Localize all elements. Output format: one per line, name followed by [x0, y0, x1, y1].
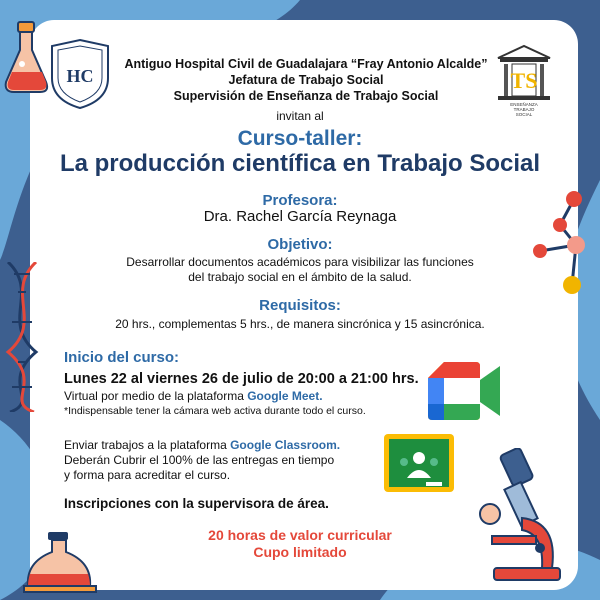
trabajos-block	[64, 438, 340, 483]
hospital-seal-logo	[48, 38, 112, 110]
inicio-dates: Lunes 22 al viernes 26 de julio de 20:00 a 21:00 hrs.	[64, 371, 419, 387]
flask-icon	[2, 20, 52, 100]
objetivo-line-2: del trabajo social en el ámbito de la salud.	[188, 270, 412, 284]
requisitos-text: 20 hrs., complementas 5 hrs., de manera sincrónica y 15 asincrónica.	[115, 317, 485, 331]
requisitos-label: Requisitos:	[259, 297, 341, 314]
camera-note: *Indispensable tener la cámara web activa durante todo el curso.	[64, 405, 366, 417]
svg-text:ENSEÑANZA: ENSEÑANZA	[510, 102, 538, 107]
trabajos-line-2: Deberán Cubrir el 100% de las entregas en tiempo	[64, 453, 335, 467]
google-meet-link[interactable]: Google Meet.	[247, 389, 323, 403]
limited-capacity: Cupo limitado	[253, 544, 347, 560]
profesora-label: Profesora:	[262, 192, 338, 209]
header-line-3: Supervisión de Enseñanza de Trabajo Social	[173, 89, 439, 103]
dna-icon	[0, 262, 44, 412]
inscripciones-text: Inscripciones con la supervisora de área.	[64, 496, 329, 511]
course-title: La producción científica en Trabajo Social	[59, 150, 541, 177]
virtual-prefix: Virtual por medio de la plataforma	[64, 389, 248, 403]
microscope-icon	[472, 448, 568, 588]
svg-text:TRABAJO: TRABAJO	[513, 107, 535, 112]
invite-text: invitan al	[276, 109, 324, 123]
curricular-hours: 20 horas de valor curricular	[208, 527, 392, 543]
google-classroom-link[interactable]: Google Classroom.	[230, 438, 341, 452]
inicio-label: Inicio del curso:	[64, 349, 180, 366]
header-line-2: Jefatura de Trabajo Social	[228, 73, 384, 87]
svg-text:TS: TS	[510, 68, 538, 93]
objetivo-label: Objetivo:	[267, 236, 333, 253]
objetivo-line-1: Desarrollar documentos académicos para visibilizar las funciones	[126, 255, 474, 269]
trabajos-line-3: y forma para acreditar el curso.	[64, 468, 231, 482]
google-classroom-icon	[384, 434, 454, 494]
google-meet-icon	[426, 360, 502, 422]
beaker-icon	[20, 530, 100, 600]
header-line-1: Antiguo Hospital Civil de Guadalajara “Fray Antonio Alcalde”	[124, 57, 488, 71]
svg-text:SOCIAL: SOCIAL	[515, 112, 533, 116]
svg-text:HC: HC	[66, 66, 94, 86]
virtual-line	[64, 389, 323, 403]
trabajos-prefix: Enviar trabajos a la plataforma	[64, 438, 231, 452]
profesora-name: Dra. Rachel García Reynaga	[203, 208, 397, 225]
course-kicker: Curso-taller:	[237, 127, 363, 150]
